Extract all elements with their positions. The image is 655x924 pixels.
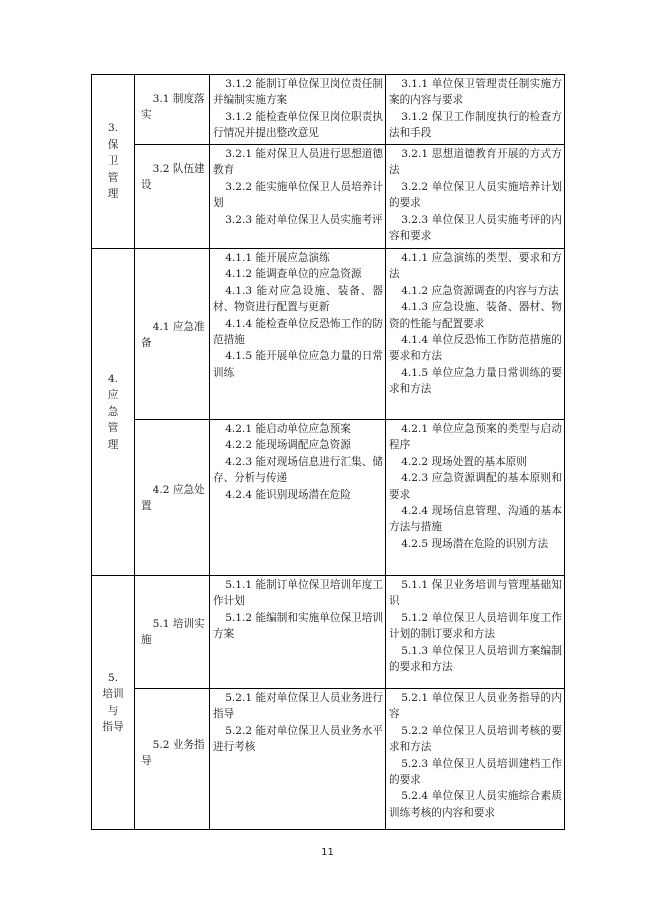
unit-cell: 5.1 培训实施 bbox=[135, 576, 210, 689]
module-cell: 4. 应 急 管 理 bbox=[92, 249, 135, 576]
skill-item: 4.1.2 能调查单位的应急资源 bbox=[225, 268, 362, 281]
knowledge-item: 4.2.4 现场信息管理、沟通的基本方法与措施 bbox=[389, 505, 562, 534]
table-row bbox=[92, 145, 565, 249]
knowledge-item: 5.2.2 单位保卫人员培训考核的要求和方法 bbox=[389, 724, 562, 754]
skill-item: 5.2.1 能对单位保卫人员业务进行指导 bbox=[213, 692, 383, 721]
knowledge-item: 4.1.3 应急设施、装备、器材、物资的性能与配置要求 bbox=[389, 301, 562, 330]
knowledge-item: 4.1.1 应急演练的类型、要求和方法 bbox=[389, 252, 562, 281]
skill-item: 4.1.4 能检查单位反恐怖工作的防范措施 bbox=[213, 317, 383, 347]
skill-item: 3.1.2 能检查单位保卫岗位职责执行情况并提出整改意见 bbox=[213, 110, 383, 140]
skill-cell bbox=[210, 576, 386, 689]
unit-cell: 5.2 业务指导 bbox=[135, 689, 210, 830]
table-row bbox=[92, 689, 565, 830]
knowledge-item: 4.2.2 现场处置的基本原则 bbox=[401, 455, 527, 468]
knowledge-item: 3.2.1 思想道德教育开展的方式方法 bbox=[389, 148, 562, 177]
skill-item: 4.2.3 能对现场信息进行汇集、储存、分析与传递 bbox=[213, 455, 383, 485]
module-cell: 5. 培训 与 指导 bbox=[92, 576, 135, 830]
knowledge-item: 3.2.3 单位保卫人员实施考评的内容和要求 bbox=[389, 213, 562, 243]
knowledge-item: 5.2.4 单位保卫人员实施综合素质训练考核的内容和要求 bbox=[389, 790, 562, 819]
knowledge-cell bbox=[386, 576, 565, 689]
skill-item: 5.2.2 能对单位保卫人员业务水平进行考核 bbox=[213, 724, 383, 754]
knowledge-item: 5.1.3 单位保卫人员培训方案编制的要求和方法 bbox=[389, 644, 562, 674]
unit-cell: 3.2 队伍建设 bbox=[135, 145, 210, 249]
knowledge-item: 4.2.3 应急资源调配的基本原则和要求 bbox=[389, 472, 562, 501]
competency-table bbox=[91, 74, 565, 830]
table-row bbox=[92, 249, 565, 420]
table-row bbox=[92, 420, 565, 576]
knowledge-item: 4.1.4 单位反恐怖工作防范措施的要求和方法 bbox=[389, 334, 562, 363]
knowledge-item: 5.1.1 保卫业务培训与管理基础知识 bbox=[389, 579, 562, 608]
knowledge-cell bbox=[386, 689, 565, 830]
knowledge-item: 5.2.3 单位保卫人员培训建档工作的要求 bbox=[389, 757, 562, 787]
skill-item: 3.2.3 能对单位保卫人员实施考评 bbox=[225, 213, 383, 226]
page-number: 11 bbox=[321, 847, 334, 858]
skill-item: 3.2.1 能对保卫人员进行思想道德教育 bbox=[213, 148, 383, 177]
skill-cell bbox=[210, 145, 386, 249]
skill-item: 4.1.1 能开展应急演练 bbox=[225, 252, 330, 264]
knowledge-item: 4.2.1 单位应急预案的类型与启动程序 bbox=[389, 423, 562, 452]
skill-item: 4.2.2 能现场调配应急资源 bbox=[225, 439, 351, 452]
skill-item: 5.1.2 能编制和实施单位保卫培训方案 bbox=[213, 611, 383, 641]
skill-cell bbox=[210, 689, 386, 830]
unit-cell: 4.1 应急准备 bbox=[135, 249, 210, 420]
module-cell: 3. 保 卫 管 理 bbox=[92, 75, 135, 249]
skill-item: 4.1.3 能对应急设施、装备、器材、物资进行配置与更新 bbox=[213, 284, 383, 314]
skill-cell bbox=[210, 420, 386, 576]
skill-item: 4.2.4 能识别现场潜在危险 bbox=[225, 488, 351, 501]
skill-item: 5.1.1 能制订单位保卫培训年度工作计划 bbox=[213, 579, 383, 608]
knowledge-cell bbox=[386, 420, 565, 576]
skill-item: 3.1.2 能制订单位保卫岗位责任制并编制实施方案 bbox=[213, 78, 383, 107]
table-row bbox=[92, 75, 565, 145]
knowledge-cell bbox=[386, 145, 565, 249]
knowledge-cell bbox=[386, 75, 565, 145]
knowledge-item: 3.1.1 单位保卫管理责任制实施方案的内容与要求 bbox=[389, 78, 562, 107]
knowledge-item: 3.1.2 保卫工作制度执行的检查方法和手段 bbox=[389, 110, 562, 140]
knowledge-item: 5.1.2 单位保卫人员培训年度工作计划的制订要求和方法 bbox=[389, 611, 562, 641]
knowledge-item: 5.2.1 单位保卫人员业务指导的内容 bbox=[389, 692, 562, 721]
table-row bbox=[92, 576, 565, 689]
knowledge-cell bbox=[386, 249, 565, 420]
skill-cell bbox=[210, 249, 386, 420]
skill-item: 4.1.5 能开展单位应急力量的日常训练 bbox=[213, 350, 383, 379]
skill-cell bbox=[210, 75, 386, 145]
skill-item: 3.2.2 能实施单位保卫人员培养计划 bbox=[213, 180, 383, 210]
knowledge-item: 3.2.2 单位保卫人员实施培养计划的要求 bbox=[389, 180, 562, 210]
unit-cell: 3.1 制度落实 bbox=[135, 75, 210, 145]
knowledge-item: 4.1.2 应急资源调查的内容与方法 bbox=[401, 284, 559, 297]
unit-cell: 4.2 应急处置 bbox=[135, 420, 210, 576]
skill-item: 4.2.1 能启动单位应急预案 bbox=[225, 423, 351, 435]
knowledge-item: 4.1.5 单位应急力量日常训练的要求和方法 bbox=[389, 366, 562, 396]
knowledge-item: 4.2.5 现场潜在危险的识别方法 bbox=[401, 537, 549, 550]
